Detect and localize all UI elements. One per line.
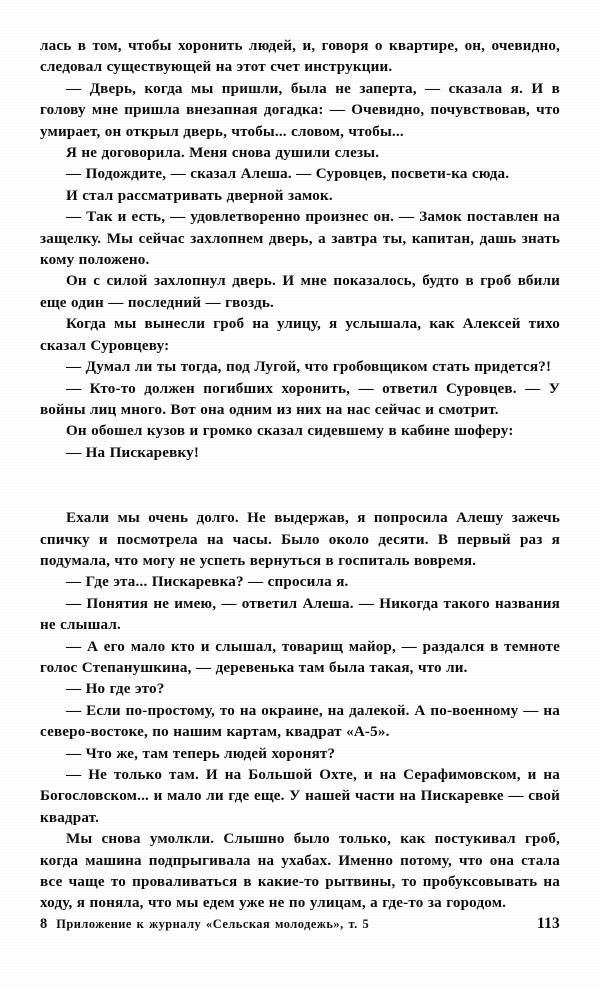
paragraph-dialogue: — Где эта... Пискаревка? — спросила я. <box>66 574 349 591</box>
paragraph-dialogue: — Не только там. И на Большой Охте, и на Серафимовском, и на Богословском... и мало ли где еще. У нашей части на Пискаревке — свой квадрат. <box>40 767 560 826</box>
paragraph-dialogue: — Понятия не имею, — ответил Алеша. — Никогда такого названия не слышал. <box>40 595 560 634</box>
paragraph-dialogue: — Дверь, когда мы пришли, была не заперта, — сказала я. И в голову мне пришла внезапная догадка: — Очевидно, почувствовав, что умирает, он открыл дверь, чтобы... словом, чтобы... <box>40 80 560 140</box>
signature-mark: 8 <box>40 916 48 932</box>
paragraph-dialogue: — А его мало кто и слышал, товарищ майор, — раздался в темноте голос Степанушкина, — деревенька там была такая, что ли. <box>40 638 560 676</box>
page-number: 113 <box>537 915 560 932</box>
footer-journal-note: Приложение к журналу «Сельская молодежь», т. 5 <box>56 917 370 931</box>
page-footer <box>40 915 560 939</box>
paragraph-narrative: Мы снова умолкли. Слышно было только, как постукивал гроб, когда машина подпрыгивала на ухабах. Именно потому, что она стала все чаще то проваливаться в какие-то рытвины, то пробуксовывать на ходу, я поняла, что мы едем уже не по улицам, а где-то за городом. <box>40 831 560 912</box>
paragraph-narrative: Я не договорила. Меня снова душили слезы. <box>66 145 380 162</box>
paragraph-narrative: Ехали мы очень долго. Не выдержав, я попросила Алешу зажечь спичку и посмотрела на часы. Было около десяти. В первый раз я подумала, что могу не успеть вернуться в госпиталь вовремя. <box>40 510 560 569</box>
paragraph-narrative: Он обошел кузов и громко сказал сидевшему в кабине шоферу: <box>66 423 514 440</box>
section-break <box>40 464 560 508</box>
paragraph-dialogue: — На Пискаревку! <box>66 444 200 461</box>
footer-left-group <box>40 916 369 933</box>
paragraph-dialogue: — Что же, там теперь людей хоронят? <box>66 745 336 762</box>
paragraph-narrative: Он с силой захлопнул дверь. И мне показалось, будто в гроб вбили еще один — последний — гвоздь. <box>40 273 560 311</box>
paragraph-dialogue: — Думал ли ты тогда, под Лугой, что гробовщиком стать придется?! <box>66 359 552 376</box>
paragraph-continuation: лась в том, чтобы хоронить людей, и, говоря о квартире, он, очевидно, следовал существующей на этот счет инструкции. <box>40 38 560 76</box>
paragraph-dialogue: — Так и есть, — удовлетворенно произнес он. — Замок поставлен на защелку. Мы сейчас захлопнем дверь, а завтра ты, капитан, дашь знать кому положено. <box>40 209 560 269</box>
paragraph-dialogue: — Подождите, — сказал Алеша. — Суровцев, посвети-ка сюда. <box>66 166 510 183</box>
paragraph-narrative: Когда мы вынесли гроб на улицу, я услышала, как Алексей тихо сказал Суровцеву: <box>40 316 560 354</box>
paragraph-dialogue: — Кто-то должен погибших хоронить, — ответил Суровцев. — У войны лиц много. Вот она одним из них на нас сейчас и смотрит. <box>40 380 560 418</box>
page-text-block <box>40 36 560 915</box>
paragraph-dialogue: — Но где это? <box>66 681 165 698</box>
paragraph-narrative: И стал рассматривать дверной замок. <box>66 187 333 204</box>
paragraph-dialogue: — Если по-простому, то на окраине, на далекой. А по-военному — на северо-востоке, по нашим картам, квадрат «А-5». <box>40 702 560 741</box>
